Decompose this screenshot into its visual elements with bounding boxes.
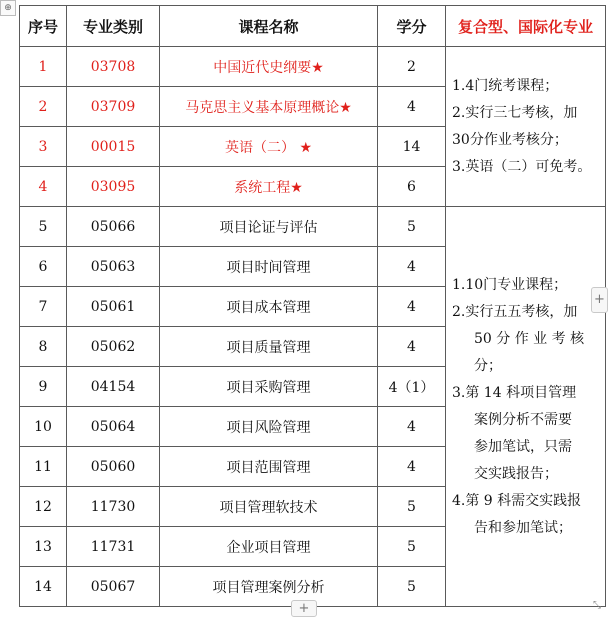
star-icon: ★	[299, 139, 312, 156]
cell-seq: 4	[20, 167, 67, 207]
note-unified-exam	[446, 47, 606, 207]
cell-course	[160, 47, 378, 87]
cell-code: 05062	[67, 327, 160, 367]
cell-code: 11731	[67, 527, 160, 567]
note-line: 30分作业考核分；	[452, 131, 568, 148]
cell-code: 05067	[67, 567, 160, 607]
cell-credit: 5	[378, 207, 446, 247]
table-row	[20, 47, 606, 87]
note-line: 交实践报告；	[474, 465, 558, 482]
cell-code: 05060	[67, 447, 160, 487]
cell-seq: 11	[20, 447, 67, 487]
header-category: 专业类别	[67, 6, 160, 47]
star-icon: ★	[311, 59, 324, 76]
course-name: 马克思主义基本原理概论	[185, 99, 340, 116]
header-seq: 序号	[20, 6, 67, 47]
cell-code: 05063	[67, 247, 160, 287]
cell-code: 04154	[67, 367, 160, 407]
cell-seq: 14	[20, 567, 67, 607]
cell-credit: 4	[378, 247, 446, 287]
cell-seq: 7	[20, 287, 67, 327]
note-line: 2.实行五五考核，加	[452, 303, 578, 320]
note-line: 分；	[474, 357, 502, 374]
cell-code: 11730	[67, 487, 160, 527]
cell-seq: 13	[20, 527, 67, 567]
cell-seq: 3	[20, 127, 67, 167]
cell-seq: 12	[20, 487, 67, 527]
cell-course: 项目时间管理	[160, 247, 378, 287]
star-icon: ★	[290, 179, 303, 196]
cell-code: 03095	[67, 167, 160, 207]
add-row-button[interactable]: +	[291, 600, 317, 617]
cell-course: 项目范围管理	[160, 447, 378, 487]
course-name: 中国近代史纲要	[213, 59, 312, 76]
note-line: 案例分析不需要	[474, 411, 572, 428]
cell-code: 05064	[67, 407, 160, 447]
cell-seq: 10	[20, 407, 67, 447]
cell-credit: 2	[378, 47, 446, 87]
cell-credit: 5	[378, 487, 446, 527]
note-line: 3.英语（二）可免考。	[452, 158, 592, 175]
note-line: 4.第 9 科需交实践报	[452, 492, 582, 509]
note-line: 50 分 作 业 考 核	[474, 330, 585, 347]
cell-seq: 8	[20, 327, 67, 367]
course-name: 系统工程	[234, 179, 291, 196]
cell-course: 项目管理软技术	[160, 487, 378, 527]
cell-code: 05066	[67, 207, 160, 247]
cell-course	[160, 167, 378, 207]
cell-seq: 2	[20, 87, 67, 127]
cell-course: 项目质量管理	[160, 327, 378, 367]
cell-course	[160, 87, 378, 127]
star-icon: ★	[339, 99, 352, 116]
cell-seq: 6	[20, 247, 67, 287]
note-professional-courses	[446, 207, 606, 607]
note-line: 1.10门专业课程；	[452, 276, 568, 293]
course-table	[19, 5, 606, 607]
cell-course	[160, 127, 378, 167]
cell-code: 05061	[67, 287, 160, 327]
cell-credit: 5	[378, 567, 446, 607]
cell-credit: 14	[378, 127, 446, 167]
header-credit: 学分	[378, 6, 446, 47]
cell-seq: 1	[20, 47, 67, 87]
cell-course: 企业项目管理	[160, 527, 378, 567]
cell-credit: 4	[378, 407, 446, 447]
cell-credit: 6	[378, 167, 446, 207]
cell-seq: 9	[20, 367, 67, 407]
course-name: 英语（二）	[224, 139, 295, 156]
table-row	[20, 207, 606, 247]
cell-credit: 4	[378, 287, 446, 327]
cell-course: 项目成本管理	[160, 287, 378, 327]
cell-code: 03708	[67, 47, 160, 87]
table-move-handle[interactable]: ⊕	[0, 0, 16, 16]
cell-course: 项目论证与评估	[160, 207, 378, 247]
note-line: 1.4门统考课程；	[452, 77, 559, 94]
note-line: 3.第 14 科项目管理	[452, 384, 577, 401]
cell-code: 03709	[67, 87, 160, 127]
note-line: 告和参加笔试；	[474, 519, 572, 536]
cell-seq: 5	[20, 207, 67, 247]
cell-credit: 5	[378, 527, 446, 567]
cell-credit: 4	[378, 447, 446, 487]
cell-credit: 4（1）	[378, 367, 446, 407]
cell-credit: 4	[378, 87, 446, 127]
header-course: 课程名称	[160, 6, 378, 47]
add-column-button[interactable]: +	[591, 287, 608, 313]
resize-handle-icon[interactable]: ⤡	[593, 600, 601, 611]
header-note: 复合型、国际化专业	[446, 6, 606, 47]
cell-code: 00015	[67, 127, 160, 167]
cell-course: 项目采购管理	[160, 367, 378, 407]
note-line: 参加笔试，只需	[474, 438, 572, 455]
cell-course: 项目风险管理	[160, 407, 378, 447]
cell-credit: 4	[378, 327, 446, 367]
header-row	[20, 6, 606, 47]
cell-course: 项目管理案例分析	[160, 567, 378, 607]
note-line: 2.实行三七考核，加	[452, 104, 578, 121]
